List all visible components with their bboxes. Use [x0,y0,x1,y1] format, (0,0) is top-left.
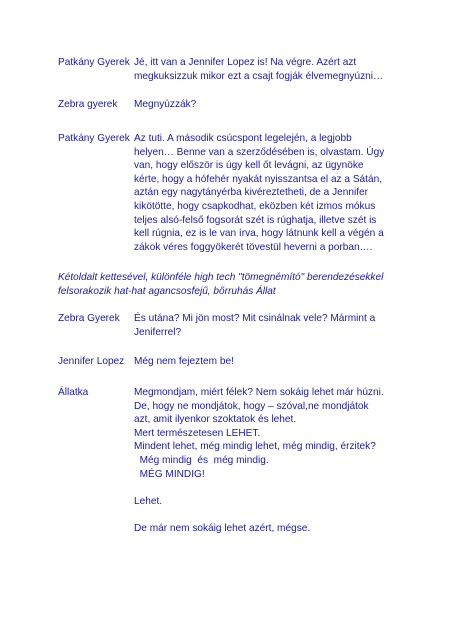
speaker-name: Jennifer Lopez [58,356,125,367]
dialogue-line: De, hogy ne mondjátok, hogy – szóval,ne mondjátok [134,400,369,412]
dialogue-line: MÉG MINDIG! [134,468,205,480]
dialogue-text [134,312,434,339]
dialogue-line: És utána? Mi jön most? Mit csinálnak vele? Mármint a [134,313,376,324]
dialogue-line: Jeniferrel? [134,326,182,338]
dialogue-line: helyen… Benne van a szerződésében is, olvastam. Úgy [134,146,385,158]
dialogue-line: Mert természetesen LEHET. [134,427,261,439]
dialogue-line [134,508,434,522]
stage-direction-line: Kétoldalt kettesével, különféle high tech "tömegnémító" berendezésekkel [58,272,384,283]
dialogue-line: Jé, itt van a Jennifer Lopez is! Na végre. Azért azt [134,57,357,68]
dialogue-line: van, hogy először is úgy kell őt levágni, az ügynöke [134,160,364,172]
speaker-name: Állatka [58,387,89,398]
dialogue-line: teljes alsó-felső fogsorát szét is rúghatja, illetve szét is [134,214,377,226]
dialogue-text [134,98,434,112]
dialogue-line: Megmondjam, miért félek? Nem sokáig lehet már húzni. [134,387,384,398]
stage-direction-line: felsorakozik hat-hat agancsosfejű, bőrruhás Állat [58,285,276,297]
dialogue-line: kikötötte, hogy csapkodhat, eközben két izmos mókus [134,200,376,212]
dialogue-line: Lehet. [134,495,163,507]
dialogue-line [134,481,434,495]
dialogue-line: zákok véres foggyökerét tövestül heverni a porban…. [134,241,373,253]
dialogue-line: Mindent lehet, még mindig lehet, még mindig, érzitek? [134,441,376,453]
dialogue-text [134,132,434,254]
dialogue-text [134,56,434,83]
dialogue-line: aztán egy nagytányérba kivéreztetheti, de a Jennifer [134,187,368,199]
speaker-name: Zebra gyerek [58,99,118,110]
dialogue-line: Az tuti. A második csúcspont legelején, a legjobb [134,133,352,144]
dialogue-line: kell rúgnia, ez is le van írva, hogy látnunk kell a végén a [134,228,384,240]
speaker-name: Patkány Gyerek [58,57,130,68]
dialogue-line: De már nem sokáig lehet azért, mégse. [134,522,311,534]
dialogue-text [134,355,434,369]
dialogue-line: Még mindig és még mindig. [134,454,269,466]
speaker-name: Zebra Gyerek [58,313,120,324]
dialogue-line: kérte, hogy a hófehér nyakát nyisszantsa el az a Sátán, [134,173,383,185]
dialogue-text [134,386,434,536]
dialogue-line: megkuksizzuk mikor ezt a csajt fogják élvemegnyúzni… [134,70,384,82]
stage-direction [58,271,428,298]
speaker-name: Patkány Gyerek [58,133,130,144]
dialogue-line: Még nem fejeztem be! [134,356,234,367]
dialogue-line: Megnyúzzák? [134,99,197,110]
dialogue-line: azt, amit ilyenkor szoktatok és lehet. [134,414,297,426]
